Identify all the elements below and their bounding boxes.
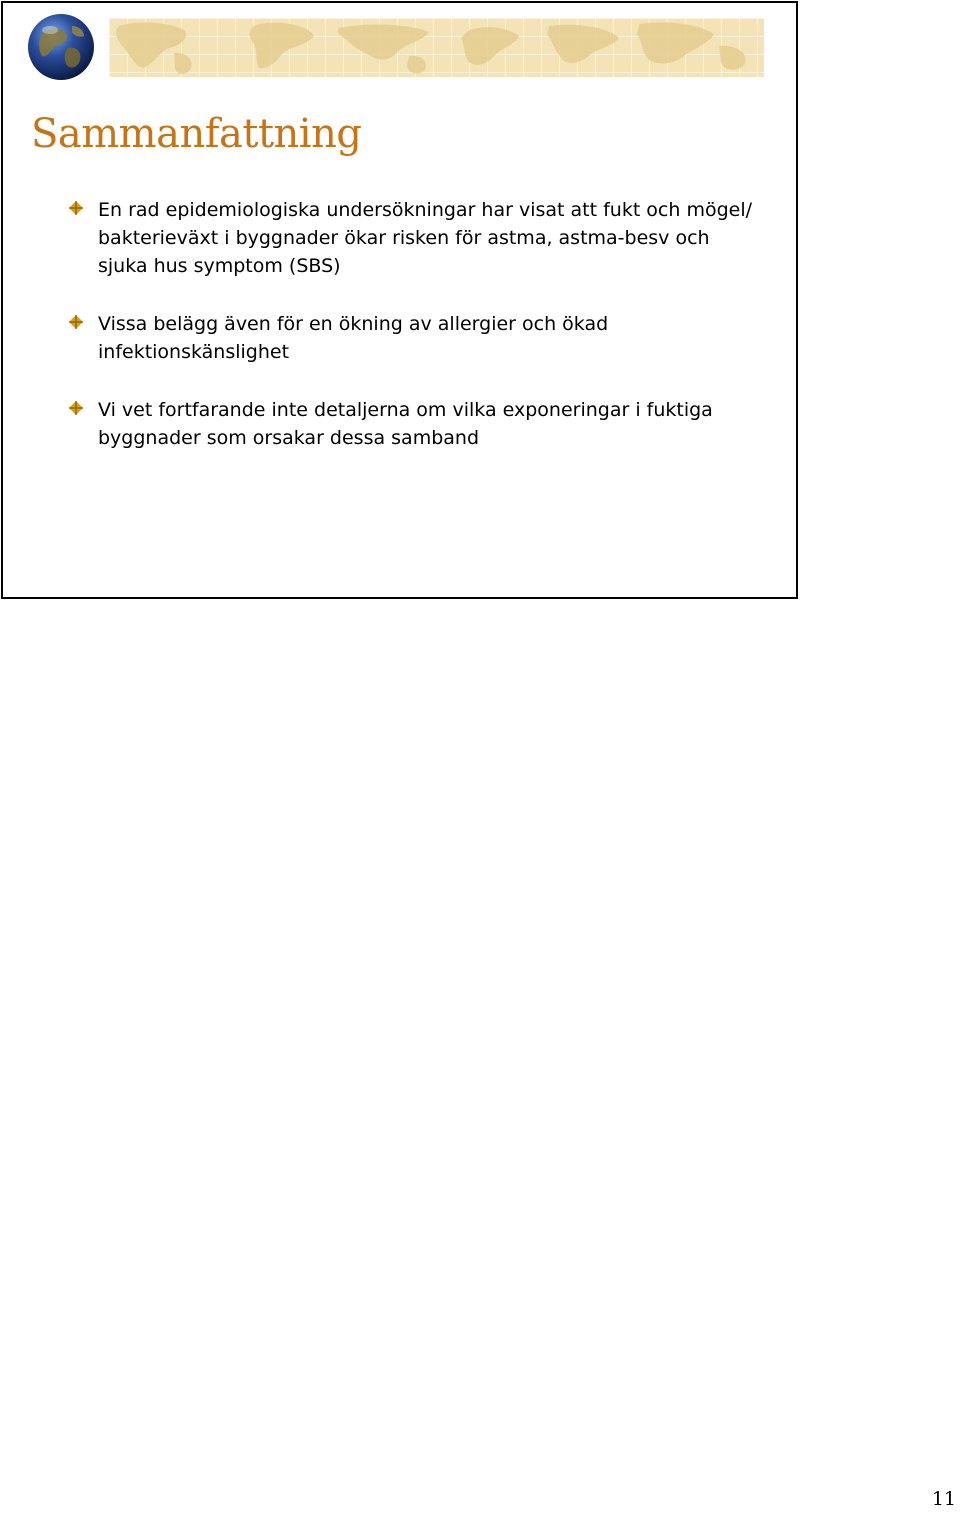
- bullet-text: Vissa belägg även för en ökning av allergier och ökad infektionskänslighet: [98, 313, 609, 363]
- slide-title: Sammanfattning: [31, 111, 362, 157]
- globe-icon: [26, 12, 96, 82]
- list-item: [3, 196, 793, 280]
- bullet-list: [3, 196, 793, 482]
- diamond-bullet-icon: [69, 315, 83, 329]
- list-item: [3, 396, 793, 452]
- diamond-bullet-icon: [69, 201, 83, 215]
- slide: [1, 1, 798, 599]
- world-map-banner: [109, 18, 764, 77]
- page-number: 11: [931, 1488, 956, 1510]
- bullet-text: En rad epidemiologiska undersökningar har visat att fukt och mögel/ bakterieväxt i byggnader ökar risken för astma, astma-besv och sjuka hus symptom (SBS): [98, 199, 753, 277]
- list-item: [3, 310, 793, 366]
- diamond-bullet-icon: [69, 401, 83, 415]
- bullet-text: Vi vet fortfarande inte detaljerna om vilka exponeringar i fuktiga byggnader som orsakar dessa samband: [98, 399, 713, 449]
- world-map-icon: [109, 18, 764, 77]
